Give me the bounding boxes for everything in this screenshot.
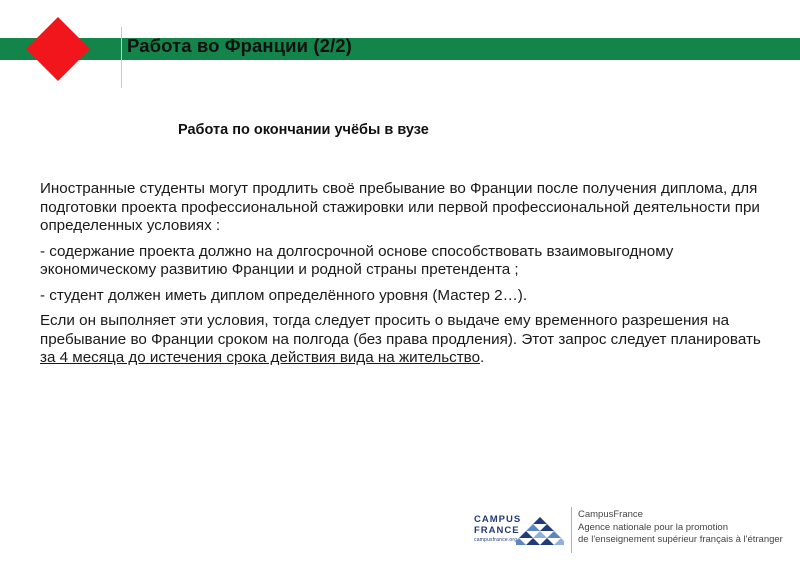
page-title: Работа во Франции (2/2) bbox=[127, 35, 352, 56]
paragraph-conclusion bbox=[40, 312, 770, 368]
campus-france-logo bbox=[474, 514, 566, 548]
org-line-2: Agence nationale pour la promotion bbox=[578, 521, 728, 533]
body-text bbox=[40, 180, 770, 375]
red-diamond-icon bbox=[26, 17, 90, 81]
footer-info bbox=[578, 509, 783, 547]
conclusion-end: . bbox=[480, 349, 485, 366]
org-line-3: de l'enseignement supérieur français à l'étranger bbox=[578, 534, 783, 545]
org-name: CampusFrance bbox=[578, 509, 643, 520]
deadline-link[interactable]: за 4 месяца до истечения срока действия вида на жительство bbox=[40, 349, 481, 366]
logo-word-campus: CAMPUS bbox=[474, 514, 522, 525]
header-band bbox=[0, 38, 800, 60]
header-divider bbox=[121, 27, 122, 88]
paragraph-condition-1: - содержание проекта должно на долгосрочной основе способствовать взаимовыгодному экономическому развитию Франции и родной страны претендента ; bbox=[40, 242, 674, 278]
paragraph-condition-2: - студент должен иметь диплом определённого уровня (Мастер 2…). bbox=[40, 286, 528, 304]
conclusion-text: Если он выполняет эти условия, тогда следует просить о выдаче ему временного разрешения на пребывание во Франции сроком на полгода (без права продления). Этот запрос следует планировать bbox=[40, 312, 761, 348]
paragraph-intro: Иностранные студенты могут продлить своё пребывание во Франции после получения диплома, для подготовки проекта профессиональной стажировки или первой профессиональной деятельности при определенных условиях : bbox=[40, 180, 760, 234]
logo-word-france: FRANCE bbox=[474, 525, 520, 536]
logo-url: campusfrance.org bbox=[474, 537, 518, 543]
section-subtitle: Работа по окончании учёбы в вузе bbox=[178, 122, 429, 138]
footer-divider bbox=[571, 507, 572, 553]
triangle-mosaic-icon bbox=[516, 516, 564, 548]
